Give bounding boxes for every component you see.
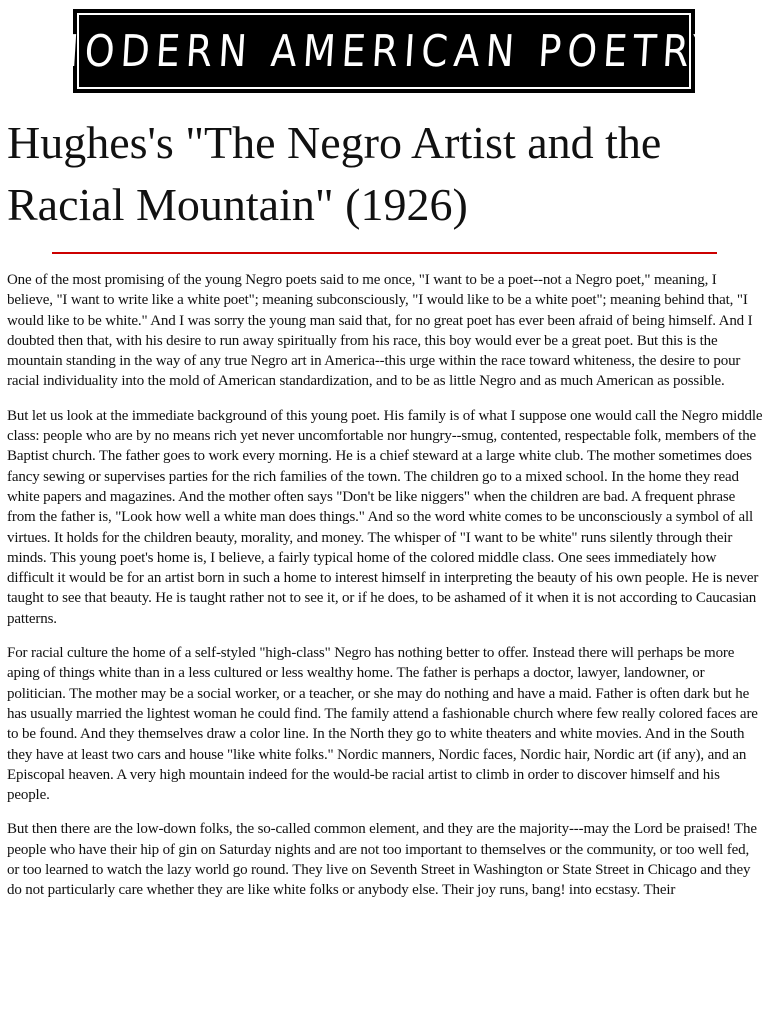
page-title: Hughes's "The Negro Artist and the Racial Mountain" (1926) — [7, 117, 662, 230]
paragraph-2: But let us look at the immediate background of this young poet. His family is of what I suppose one would call the Negro middle class: people who are by no means rich yet never uncomfortable nor hungry--smug, contented, respectable folk, members of the Baptist church. The father goes to work every morning. He is a chief steward at a large white club. The mother sometimes does fancy sewing or supervises parties for the rich families of the town. The children go to a mixed school. In the home they read white papers and magazines. And the mother often says "Don't be like niggers" when the children are bad. A frequent phrase from the father is, "Look how well a white man does things." And so the word white comes to be unconsciously a symbol of all virtues. It holds for the children beauty, morality, and money. The whisper of "I want to be white" runs silently through their minds. This young poet's home is, I believe, a fairly typical home of the colored middle class. One sees immediately how difficult it would be for an artist born in such a home to interest himself in interpreting the beauty of his own people. He is never taught to see that beauty. He is taught rather not to see it, or if he does, to be ashamed of it when it is not according to Caucasian patterns. — [7, 407, 763, 627]
paragraph-1: One of the most promising of the young Negro poets said to me once, "I want to be a poet--not a Negro poet," meaning, I believe, "I want to write like a white poet"; meaning subconsciously, "I would like to be a white poet"; meaning behind that, "I would like to be white." And I was sorry the young man said that, for no great poet has ever been afraid of being himself. And I doubted then that, with his desire to run away spiritually from his race, this boy would ever be a great poet. But this is the mountain standing in the way of any true Negro art in America--this urge within the race toward whiteness, the desire to pour racial individuality into the mold of American standardization, and to be as little Negro and as much American as possible. — [7, 272, 753, 390]
paragraph-3: For racial culture the home of a self-styled "high-class" Negro has nothing better to offer. Instead there will perhaps be more aping of things white than in a less cultured or less wealthy home. The father is perhaps a doctor, lawyer, landowner, or politician. The mother may be a social worker, or a teacher, or she may do nothing and have a maid. Father is often dark but he has usually married the lightest woman he could find. The family attend a fashionable church where few really colored faces are to be found. And they themselves draw a color line. In the North they go to white theaters and white movies. And in the South they have at least two cars and house "like white folks." Nordic manners, Nordic faces, Nordic hair, Nordic art (if any), and an Episcopal heaven. A very high mountain indeed for the would-be racial artist to climb in order to discover himself and his people. — [7, 645, 758, 804]
banner-frame — [44, 13, 724, 89]
site-banner-logo[interactable] — [44, 9, 724, 93]
paragraph-4: But then there are the low-down folks, the so-called common element, and they are the majority---may the Lord be praised! The people who have their hip of gin on Saturday nights and are not too important to themselves or the community, or too well fed, or too learned to watch the lazy world go round. They live on Seventh Street in Washington or State Street in Chicago and they do not particularly care whether they are like white folks or anybody else. Their joy runs, bang! into ecstasy. Their — [7, 821, 757, 899]
banner-logo-text: MODERN AMERICAN POETRY — [44, 25, 724, 77]
article-body — [7, 270, 763, 915]
title-divider — [52, 252, 717, 254]
